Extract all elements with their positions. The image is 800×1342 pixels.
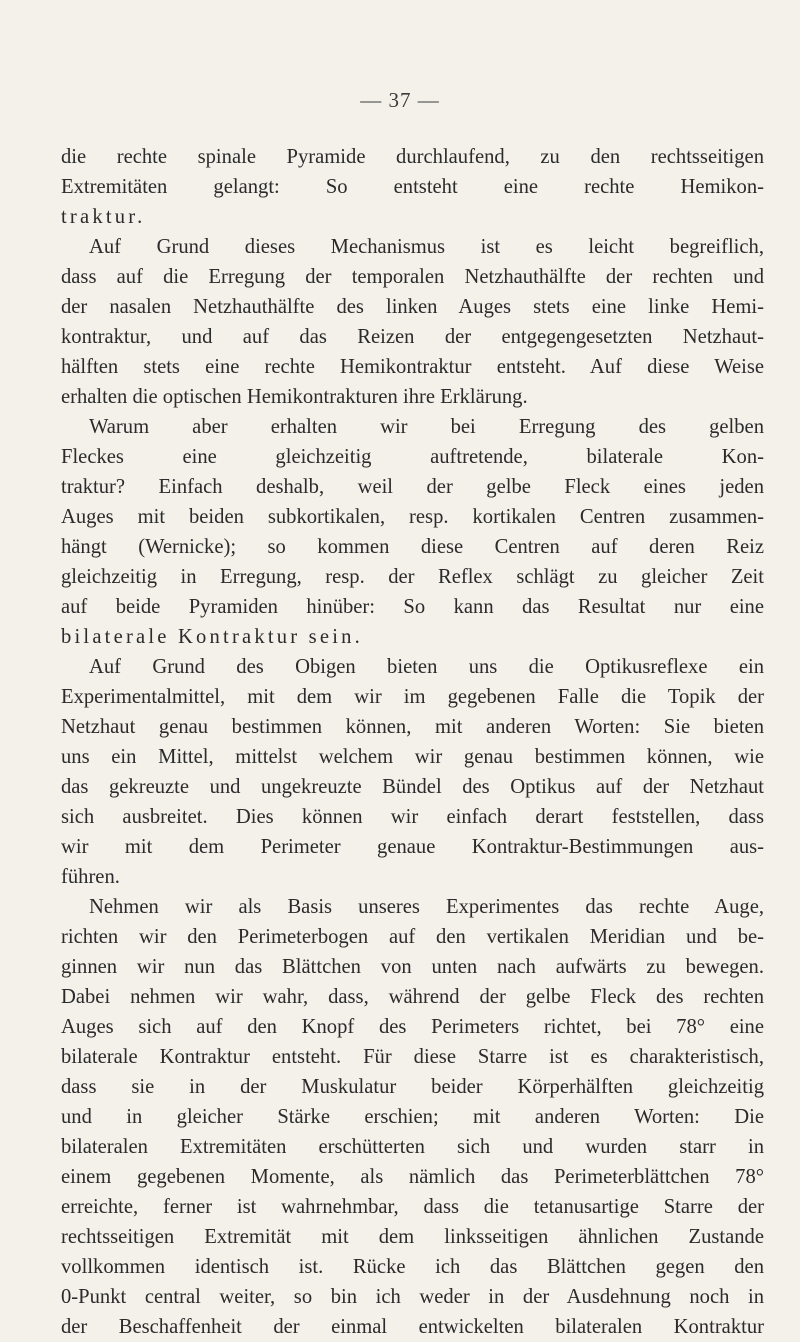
text-line: Fleckes eine gleichzeitig auftretende, bilaterale Kon- [61, 446, 764, 468]
text-line: Auf Grund dieses Mechanismus ist es leicht begreiflich, [89, 236, 764, 258]
text-line: sich ausbreitet. Dies können wir einfach derart feststellen, dass [61, 806, 764, 828]
text-line: erhalten die optischen Hemikontrakturen ihre Erklärung. [61, 386, 528, 408]
text-line: dass auf die Erregung der temporalen Netzhauthälfte der rechten und [61, 266, 764, 288]
text-line: traktur. [61, 206, 146, 228]
text-line: Nehmen wir als Basis unseres Experimentes das rechte Auge, [89, 896, 764, 918]
text-line: Dabei nehmen wir wahr, dass, während der gelbe Fleck des rechten [61, 986, 764, 1008]
page-number: — 37 — [360, 88, 440, 112]
body-text [61, 142, 764, 1342]
text-line: erreichte, ferner ist wahrnehmbar, dass die tetanusartige Starre der [61, 1196, 764, 1218]
text-line: die rechte spinale Pyramide durchlaufend, zu den rechtsseitigen [61, 146, 764, 168]
text-line: und in gleicher Stärke erschien; mit anderen Worten: Die [61, 1106, 764, 1128]
text-line: Experimentalmittel, mit dem wir im gegebenen Falle die Topik der [61, 686, 764, 708]
text-line: bilateralen Extremitäten erschütterten sich und wurden starr in [61, 1136, 764, 1158]
text-line: hängt (Wernicke); so kommen diese Centren auf deren Reiz [61, 536, 764, 558]
text-line: ginnen wir nun das Blättchen von unten nach aufwärts zu bewegen. [61, 956, 764, 978]
text-line: vollkommen identisch ist. Rücke ich das Blättchen gegen den [61, 1256, 764, 1278]
text-line: Netzhaut genau bestimmen können, mit anderen Worten: Sie bieten [61, 716, 764, 738]
text-line: Warum aber erhalten wir bei Erregung des gelben [89, 416, 764, 438]
text-line: das gekreuzte und ungekreuzte Bündel des Optikus auf der Netzhaut [61, 776, 764, 798]
text-line: kontraktur, und auf das Reizen der entgegengesetzten Netzhaut- [61, 326, 764, 348]
text-line: einem gegebenen Momente, als nämlich das Perimeterblättchen 78° [61, 1166, 764, 1188]
text-line: bilaterale Kontraktur entsteht. Für diese Starre ist es charakteristisch, [61, 1046, 764, 1068]
text-line: Auf Grund des Obigen bieten uns die Optikusreflexe ein [89, 656, 764, 678]
text-line: traktur? Einfach deshalb, weil der gelbe Fleck eines jeden [61, 476, 764, 498]
text-line: bilaterale Kontraktur sein. [61, 626, 363, 648]
text-line: der Beschaffenheit der einmal entwickelten bilateralen Kontraktur [61, 1316, 764, 1338]
text-line: rechtsseitigen Extremität mit dem linksseitigen ähnlichen Zustande [61, 1226, 764, 1248]
text-line: führen. [61, 866, 120, 888]
text-line: hälften stets eine rechte Hemikontraktur entsteht. Auf diese Weise [61, 356, 764, 378]
text-line: dass sie in der Muskulatur beider Körperhälften gleichzeitig [61, 1076, 764, 1098]
text-line: uns ein Mittel, mittelst welchem wir genau bestimmen können, wie [61, 746, 764, 768]
text-line: 0-Punkt central weiter, so bin ich weder in der Ausdehnung noch in [61, 1286, 764, 1308]
text-line: auf beide Pyramiden hinüber: So kann das Resultat nur eine [61, 596, 764, 618]
text-line: Extremitäten gelangt: So entsteht eine rechte Hemikon- [61, 176, 764, 198]
text-line: der nasalen Netzhauthälfte des linken Auges stets eine linke Hemi- [61, 296, 764, 318]
text-line: Auges sich auf den Knopf des Perimeters richtet, bei 78° eine [61, 1016, 764, 1038]
text-line: gleichzeitig in Erregung, resp. der Reflex schlägt zu gleicher Zeit [61, 566, 764, 588]
text-line: wir mit dem Perimeter genaue Kontraktur-Bestimmungen aus- [61, 836, 764, 858]
text-line: Auges mit beiden subkortikalen, resp. kortikalen Centren zusammen- [61, 506, 764, 528]
text-line: richten wir den Perimeterbogen auf den vertikalen Meridian und be- [61, 926, 764, 948]
